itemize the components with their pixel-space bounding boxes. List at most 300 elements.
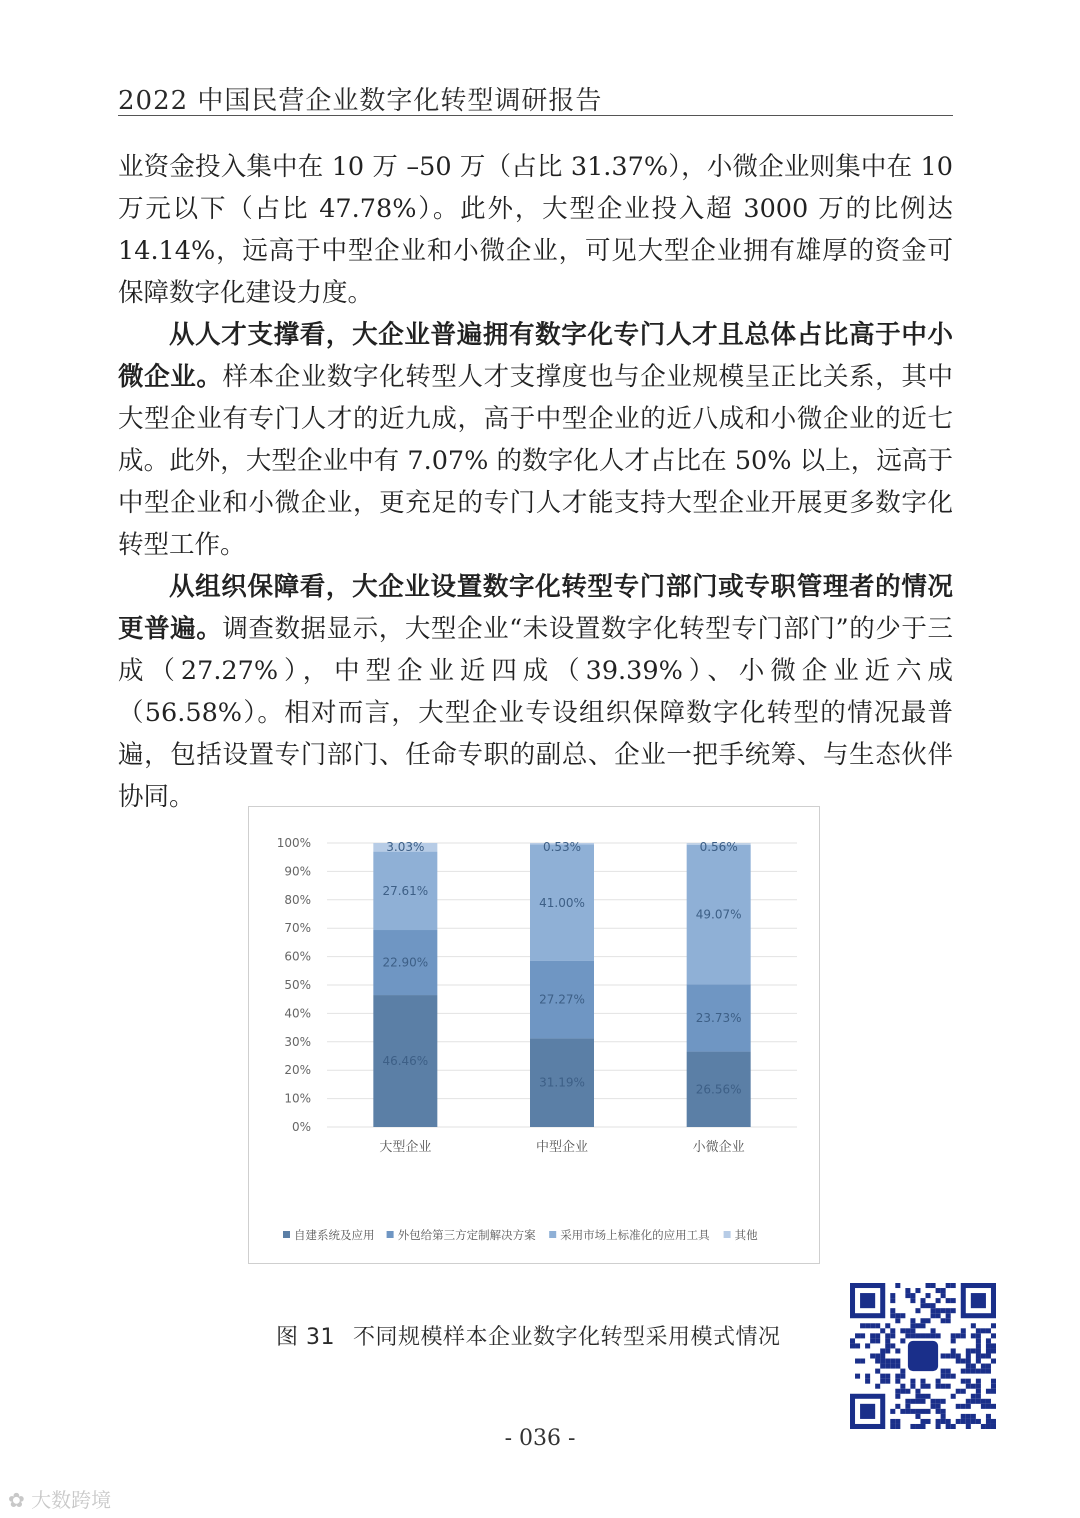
qr-module	[910, 1298, 915, 1303]
qr-module	[966, 1364, 971, 1369]
qr-module	[875, 1369, 880, 1374]
qr-module	[920, 1384, 925, 1389]
qr-module	[926, 1384, 931, 1389]
qr-module	[986, 1364, 991, 1369]
qr-module	[986, 1389, 991, 1394]
qr-module	[880, 1348, 885, 1353]
qr-module	[865, 1323, 870, 1328]
qr-module	[905, 1288, 910, 1293]
qr-module	[926, 1303, 931, 1308]
data-label: 27.61%	[382, 883, 429, 898]
qr-module	[946, 1318, 951, 1323]
qr-module	[895, 1394, 900, 1399]
qr-module	[951, 1283, 956, 1288]
qr-module	[905, 1399, 910, 1404]
qr-module	[936, 1333, 941, 1338]
qr-module	[936, 1409, 941, 1414]
qr-module	[885, 1348, 890, 1353]
qr-module	[966, 1399, 971, 1404]
qr-module	[931, 1399, 936, 1404]
qr-module	[860, 1359, 865, 1364]
qr-module	[951, 1394, 956, 1399]
qr-module	[951, 1338, 956, 1343]
qr-module	[986, 1414, 991, 1419]
qr-module	[885, 1359, 890, 1364]
qr-module	[956, 1333, 961, 1338]
y-tick-label: 70%	[284, 921, 311, 936]
legend-swatch	[724, 1231, 731, 1238]
qr-module	[936, 1308, 941, 1313]
qr-module	[910, 1293, 915, 1298]
qr-module	[986, 1328, 991, 1333]
qr-module	[976, 1394, 981, 1399]
qr-module	[880, 1359, 885, 1364]
qr-module	[946, 1313, 951, 1318]
qr-code-icon	[850, 1283, 996, 1429]
qr-module	[941, 1399, 946, 1404]
qr-module	[915, 1414, 920, 1419]
qr-module	[900, 1389, 905, 1394]
qr-module	[890, 1308, 895, 1313]
qr-module	[865, 1374, 870, 1379]
qr-module	[946, 1374, 951, 1379]
y-tick-label: 60%	[284, 949, 311, 964]
qr-module	[931, 1313, 936, 1318]
qr-module	[961, 1328, 966, 1333]
qr-module	[905, 1333, 910, 1338]
qr-module	[941, 1308, 946, 1313]
qr-module	[890, 1343, 895, 1348]
qr-module	[936, 1288, 941, 1293]
qr-module	[961, 1414, 966, 1419]
qr-module	[855, 1359, 860, 1364]
qr-module	[961, 1369, 966, 1374]
qr-module	[850, 1338, 855, 1343]
qr-module	[926, 1283, 931, 1288]
qr-module	[946, 1308, 951, 1313]
qr-module	[976, 1333, 981, 1338]
qr-module	[971, 1384, 976, 1389]
qr-module	[951, 1374, 956, 1379]
data-label: 27.27%	[539, 992, 585, 1007]
qr-module	[986, 1338, 991, 1343]
qr-module	[961, 1333, 966, 1338]
qr-module	[951, 1353, 956, 1358]
qr-module	[971, 1399, 976, 1404]
qr-module	[966, 1384, 971, 1389]
qr-module	[875, 1384, 880, 1389]
qr-module	[971, 1364, 976, 1369]
qr-module	[966, 1419, 971, 1424]
qr-module	[895, 1374, 900, 1379]
data-label: 0.56%	[699, 840, 738, 855]
qr-module	[976, 1359, 981, 1364]
qr-module	[880, 1328, 885, 1333]
qr-module	[880, 1374, 885, 1379]
qr-module	[966, 1404, 971, 1409]
qr-module	[900, 1374, 905, 1379]
qr-module	[941, 1353, 946, 1358]
qr-module	[885, 1338, 890, 1343]
qr-module	[971, 1394, 976, 1399]
paragraph-body: 样本企业数字化转型人才支撑度也与企业规模呈正比关系，其中大型企业有专门人才的近九成，高于中型企业的近八成和小微企业的近七成。此外，大型企业中有 7.07% 的数字化人才占比在 50% 以上，远高于中型企业和小微企业，更充足的专门人才能支持大型企业开展更多数字化转型工作。	[118, 362, 953, 560]
qr-module	[986, 1369, 991, 1374]
qr-module	[971, 1419, 976, 1424]
qr-module	[890, 1333, 895, 1338]
x-tick-label: 大型企业	[379, 1140, 432, 1155]
qr-module	[936, 1298, 941, 1303]
legend-label: 采用市场上标准化的应用工具	[560, 1228, 710, 1242]
qr-module	[850, 1343, 855, 1348]
qr-module	[966, 1359, 971, 1364]
qr-module	[951, 1308, 956, 1313]
y-tick-label: 50%	[284, 978, 311, 992]
paragraph-body: 业资金投入集中在 10 万 –50 万（占比 31.37%），小微企业则集中在 10 万元以下（占比 47.78%）。此外，大型企业投入超 3000 万的比例达 14.14%，远高于中型企业和小微企业，可见大型企业拥有雄厚的资金可保障数字化建设力度。	[118, 152, 953, 308]
qr-module	[885, 1333, 890, 1338]
data-label: 22.90%	[382, 955, 429, 970]
qr-module	[961, 1404, 966, 1409]
data-label: 26.56%	[695, 1082, 742, 1097]
qr-module	[936, 1313, 941, 1318]
qr-module	[926, 1394, 931, 1399]
legend-swatch	[387, 1231, 394, 1238]
paragraph-body: 调查数据显示，大型企业“未设置数字化转型专门部门”的少于三成（27.27%），中型企业近四成（39.39%）、小微企业近六成（56.58%）。相对而言，大型企业专设组织保障数字化转型的情况最普遍，包括设置专门部门、任命专职的副总、企业一把手统筹、与生态伙伴协同。	[118, 614, 953, 812]
qr-module	[956, 1359, 961, 1364]
qr-module	[966, 1353, 971, 1358]
qr-module	[981, 1353, 986, 1358]
qr-module	[966, 1414, 971, 1419]
figure-number: 图 31	[276, 1325, 335, 1350]
qr-module	[976, 1328, 981, 1333]
qr-module	[971, 1333, 976, 1338]
qr-module	[941, 1318, 946, 1323]
qr-module	[915, 1308, 920, 1313]
qr-module	[941, 1419, 946, 1424]
qr-module	[870, 1353, 875, 1358]
qr-module	[976, 1384, 981, 1389]
qr-module	[915, 1333, 920, 1338]
qr-module	[890, 1298, 895, 1303]
qr-module	[941, 1369, 946, 1374]
qr-module	[875, 1338, 880, 1343]
qr-module	[905, 1404, 910, 1409]
qr-module	[920, 1333, 925, 1338]
qr-module	[986, 1399, 991, 1404]
qr-module	[875, 1333, 880, 1338]
qr-module	[936, 1399, 941, 1404]
qr-finder	[860, 1404, 875, 1419]
qr-module	[931, 1404, 936, 1409]
qr-module	[895, 1313, 900, 1318]
data-label: 31.19%	[539, 1075, 585, 1090]
qr-module	[926, 1333, 931, 1338]
qr-module	[910, 1318, 915, 1323]
qr-module	[895, 1389, 900, 1394]
qr-module	[895, 1348, 900, 1353]
qr-module	[976, 1348, 981, 1353]
qr-module	[946, 1369, 951, 1374]
qr-module	[920, 1394, 925, 1399]
qr-module	[900, 1338, 905, 1343]
data-label: 23.73%	[695, 1010, 742, 1025]
header-title: 2022 中国民营企业数字化转型调研报告	[118, 86, 603, 116]
data-label: 0.53%	[542, 840, 582, 855]
qr-module	[956, 1404, 961, 1409]
qr-module	[880, 1379, 885, 1384]
stacked-bar-chart	[248, 806, 820, 1264]
qr-module	[931, 1303, 936, 1308]
data-label: 46.46%	[382, 1054, 429, 1069]
qr-module	[991, 1404, 996, 1409]
qr-module	[905, 1293, 910, 1298]
qr-module	[890, 1313, 895, 1318]
qr-module	[870, 1333, 875, 1338]
qr-module	[920, 1318, 925, 1323]
qr-module	[926, 1419, 931, 1424]
qr-module	[936, 1419, 941, 1424]
qr-module	[870, 1338, 875, 1343]
qr-module	[870, 1323, 875, 1328]
qr-module	[991, 1384, 996, 1389]
qr-module	[946, 1283, 951, 1288]
y-tick-label: 0%	[291, 1120, 311, 1134]
qr-module	[961, 1419, 966, 1424]
qr-module	[981, 1364, 986, 1369]
qr-module	[895, 1359, 900, 1364]
qr-finder	[971, 1293, 986, 1308]
qr-module	[900, 1328, 905, 1333]
qr-module	[946, 1353, 951, 1358]
qr-module	[986, 1404, 991, 1409]
qr-module	[860, 1323, 865, 1328]
qr-module	[920, 1409, 925, 1414]
qr-module	[895, 1364, 900, 1369]
qr-module	[976, 1369, 981, 1374]
y-tick-label: 10%	[284, 1091, 311, 1106]
qr-module	[961, 1359, 966, 1364]
qr-module	[991, 1419, 996, 1424]
qr-module	[890, 1328, 895, 1333]
y-tick-label: 30%	[284, 1034, 311, 1049]
qr-module	[956, 1389, 961, 1394]
qr-module	[946, 1298, 951, 1303]
qr-module	[991, 1343, 996, 1348]
qr-module	[885, 1323, 890, 1328]
qr-module	[991, 1323, 996, 1328]
qr-module	[991, 1359, 996, 1364]
qr-module	[865, 1343, 870, 1348]
page-number: - 036 -	[504, 1426, 576, 1451]
paragraph-organization	[118, 566, 953, 818]
qr-module	[976, 1389, 981, 1394]
paragraph-lead: 从组织保障看，大企业设置数字化转型专门部门或专职管理者的情况更普遍。	[118, 572, 953, 644]
qr-module	[910, 1399, 915, 1404]
qr-module	[951, 1333, 956, 1338]
qr-module	[910, 1328, 915, 1333]
qr-module	[890, 1364, 895, 1369]
qr-module	[941, 1288, 946, 1293]
qr-module	[936, 1404, 941, 1409]
qr-module	[855, 1343, 860, 1348]
qr-module	[900, 1313, 905, 1318]
qr-module	[941, 1409, 946, 1414]
qr-module	[890, 1409, 895, 1414]
legend-label: 其他	[734, 1228, 758, 1242]
qr-module	[900, 1409, 905, 1414]
qr-module	[976, 1419, 981, 1424]
qr-module	[981, 1404, 986, 1409]
qr-module	[875, 1323, 880, 1328]
data-label: 49.07%	[695, 907, 742, 922]
qr-module	[865, 1379, 870, 1384]
qr-module	[961, 1389, 966, 1394]
qr-module	[926, 1293, 931, 1298]
qr-module	[986, 1348, 991, 1353]
qr-module	[895, 1318, 900, 1323]
qr-module	[951, 1348, 956, 1353]
qr-module	[971, 1369, 976, 1374]
qr-module	[951, 1298, 956, 1303]
qr-module	[920, 1419, 925, 1424]
qr-module	[931, 1308, 936, 1313]
qr-module	[905, 1328, 910, 1333]
y-tick-label: 80%	[284, 892, 311, 907]
qr-module	[966, 1379, 971, 1384]
qr-module	[956, 1419, 961, 1424]
qr-module	[971, 1323, 976, 1328]
qr-module	[981, 1399, 986, 1404]
legend-label: 自建系统及应用	[294, 1228, 375, 1242]
qr-module	[936, 1379, 941, 1384]
qr-module	[910, 1409, 915, 1414]
qr-module	[966, 1369, 971, 1374]
qr-module	[981, 1328, 986, 1333]
y-tick-label: 90%	[284, 864, 311, 879]
qr-module	[946, 1384, 951, 1389]
qr-module	[895, 1419, 900, 1424]
figure-caption	[276, 1320, 799, 1351]
qr-module	[920, 1379, 925, 1384]
chart-canvas	[249, 807, 819, 1263]
qr-module	[986, 1419, 991, 1424]
watermark-text: 大数跨境	[31, 1488, 112, 1512]
qr-module	[971, 1414, 976, 1419]
qr-module	[910, 1384, 915, 1389]
qr-module	[920, 1298, 925, 1303]
qr-module	[895, 1379, 900, 1384]
qr-module	[941, 1384, 946, 1389]
qr-module	[931, 1283, 936, 1288]
qr-module	[860, 1333, 865, 1338]
qr-module	[890, 1293, 895, 1298]
qr-module	[976, 1353, 981, 1358]
qr-module	[890, 1419, 895, 1424]
qr-module	[971, 1348, 976, 1353]
qr-module	[941, 1414, 946, 1419]
qr-module	[915, 1394, 920, 1399]
qr-module	[915, 1389, 920, 1394]
qr-module	[986, 1343, 991, 1348]
qr-module	[880, 1364, 885, 1369]
x-tick-label: 小微企业	[692, 1140, 745, 1155]
qr-module	[895, 1283, 900, 1288]
header-divider	[118, 115, 953, 116]
qr-module	[961, 1379, 966, 1384]
qr-module	[905, 1409, 910, 1414]
qr-module	[915, 1288, 920, 1293]
qr-module	[900, 1369, 905, 1374]
qr-module	[926, 1318, 931, 1323]
qr-module	[900, 1384, 905, 1389]
qr-module	[936, 1384, 941, 1389]
paragraph-talent	[118, 314, 953, 566]
qr-module	[915, 1399, 920, 1404]
qr-module	[920, 1323, 925, 1328]
qr-module	[875, 1359, 880, 1364]
paragraph-lead: 从人才支撑看，大企业普遍拥有数字化专门人才且总体占比高于中小微企业。	[118, 320, 953, 392]
y-tick-label: 20%	[284, 1063, 311, 1078]
legend-label: 外包给第三方定制解决方案	[397, 1228, 536, 1242]
qr-module	[920, 1399, 925, 1404]
qr-module	[910, 1379, 915, 1384]
data-label: 41.00%	[539, 895, 585, 910]
qr-module	[926, 1409, 931, 1414]
qr-module	[946, 1419, 951, 1424]
qr-module	[991, 1389, 996, 1394]
qr-module	[986, 1353, 991, 1358]
qr-module	[991, 1379, 996, 1384]
qr-module	[976, 1379, 981, 1384]
qr-module	[981, 1369, 986, 1374]
qr-module	[885, 1364, 890, 1369]
data-label: 3.03%	[386, 840, 425, 854]
qr-module	[941, 1293, 946, 1298]
qr-module	[966, 1348, 971, 1353]
qr-finder	[860, 1293, 875, 1308]
qr-center-logo	[908, 1341, 938, 1371]
qr-module	[991, 1348, 996, 1353]
qr-module	[976, 1399, 981, 1404]
qr-module	[885, 1343, 890, 1348]
qr-module	[915, 1323, 920, 1328]
y-tick-label: 100%	[276, 836, 311, 850]
y-tick-label: 40%	[284, 1006, 311, 1021]
qr-module	[905, 1389, 910, 1394]
watermark: ✿ 大数跨境	[8, 1488, 112, 1512]
qr-module	[880, 1353, 885, 1358]
qr-module	[885, 1374, 890, 1379]
qr-module	[920, 1303, 925, 1308]
qr-module	[941, 1374, 946, 1379]
qr-module	[931, 1333, 936, 1338]
legend-swatch	[283, 1231, 290, 1238]
qr-module	[885, 1379, 890, 1384]
qr-module	[875, 1353, 880, 1358]
qr-module	[915, 1409, 920, 1414]
qr-module	[956, 1353, 961, 1358]
figure-title: 不同规模样本企业数字化转型采用模式情况	[353, 1325, 781, 1350]
qr-module	[931, 1328, 936, 1333]
legend-swatch	[549, 1231, 556, 1238]
qr-module	[976, 1338, 981, 1343]
qr-module	[976, 1343, 981, 1348]
qr-module	[890, 1359, 895, 1364]
qr-module	[910, 1323, 915, 1328]
qr-module	[991, 1333, 996, 1338]
paragraph-funding	[118, 146, 953, 314]
qr-module	[895, 1404, 900, 1409]
qr-module	[855, 1333, 860, 1338]
